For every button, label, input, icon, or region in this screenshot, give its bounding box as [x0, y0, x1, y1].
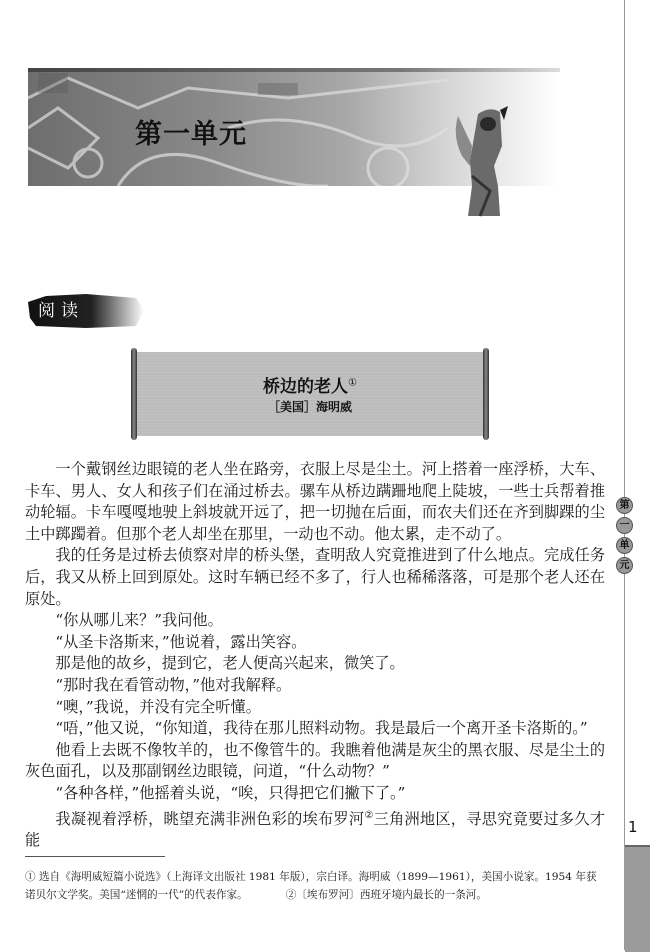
- paragraph: “各种各样，”他摇着头说，“唉，只得把它们撇下了。”: [55, 783, 406, 802]
- paragraph: “唔，”他又说，“你知道，我待在那儿照料动物。我是最后一个离开圣卡洛斯的。”: [55, 719, 588, 738]
- paragraph: “那时我在看管动物，”他对我解释。: [55, 675, 292, 694]
- page-number: 1: [628, 818, 638, 836]
- article-body: [25, 459, 605, 852]
- margin-divider: [624, 0, 625, 950]
- angel-statue-icon: [450, 106, 512, 218]
- paragraph-text: 三角洲地区，寻思究竟要过多久才能: [25, 809, 606, 850]
- lesson-title-text: 桥边的老人: [263, 377, 349, 397]
- paragraph: 我的任务是过桥去侦察对岸的桥头堡，查明敌人究竟推进到了什么地点。完成任务后，我又从桥上回到原处。这时车辆已经不多了，行人也稀稀落落，可是那个老人还在原处。: [25, 546, 605, 608]
- footnote-line-2: [25, 886, 605, 904]
- side-tab-char: 元: [616, 557, 633, 574]
- side-tab-char: 一: [616, 517, 633, 534]
- side-tab-char: 单: [616, 537, 633, 554]
- paragraph: 那是他的故乡，提到它，老人便高兴起来，微笑了。: [55, 654, 405, 673]
- side-tab-char: 第: [616, 497, 633, 514]
- paragraph-text: 我凝视着浮桥，眺望充满非洲色彩的埃布罗河: [55, 809, 365, 828]
- paragraph: “从圣卡洛斯来，”他说着，露出笑容。: [55, 632, 307, 651]
- page-edge-block: [625, 845, 650, 952]
- lesson-author: ［美国］海明威: [267, 400, 352, 414]
- paragraph: “你从哪儿来？”我问他。: [55, 611, 223, 630]
- footnote-divider: [25, 856, 165, 857]
- paragraph: 他看上去既不像牧羊的，也不像管牛的。我瞧着他满是灰尘的黑衣服、尽是尘土的灰色面孔，以及那副钢丝边眼镜，问道，“什么动物？”: [25, 740, 605, 781]
- footnote-1: ① 选自《海明威短篇小说选》（上海译文出版社 1981 年版），宗白译。海明威（1899—1961），美国小说家。1954 年获: [25, 871, 597, 883]
- lesson-title: [135, 372, 485, 397]
- paragraph: “噢，”我说，并没有完全听懂。: [55, 697, 261, 716]
- unit-title: 第一单元: [135, 119, 247, 150]
- footnote-ref-1[interactable]: ①: [348, 377, 357, 389]
- paragraph-last: [25, 805, 605, 852]
- footnote-1-cont: 诺贝尔文学奖。美国“迷惘的一代”的代表作家。: [25, 889, 248, 901]
- footnote-2: ②〔埃布罗河〕西班牙境内最长的一条河。: [285, 889, 487, 901]
- section-label: 阅读: [38, 301, 84, 321]
- footnote-ref-2[interactable]: ②: [364, 809, 374, 821]
- unit-side-tab: [616, 497, 632, 577]
- paragraph: 一个戴钢丝边眼镜的老人坐在路旁，衣服上尽是尘土。河上搭着一座浮桥，大车、卡车、男人、女人和孩子们在涌过桥去。骡车从桥边蹒跚地爬上陡坡，一些士兵帮着推动轮辐。卡车嘎嘎地驶上斜坡就开远了，把一切抛在后面，而农夫们还在齐到脚踝的尘土中踯躅着。但那个老人却坐在那里，一动也不动。他太累，走不动了。: [25, 460, 605, 543]
- footnotes: [25, 868, 605, 904]
